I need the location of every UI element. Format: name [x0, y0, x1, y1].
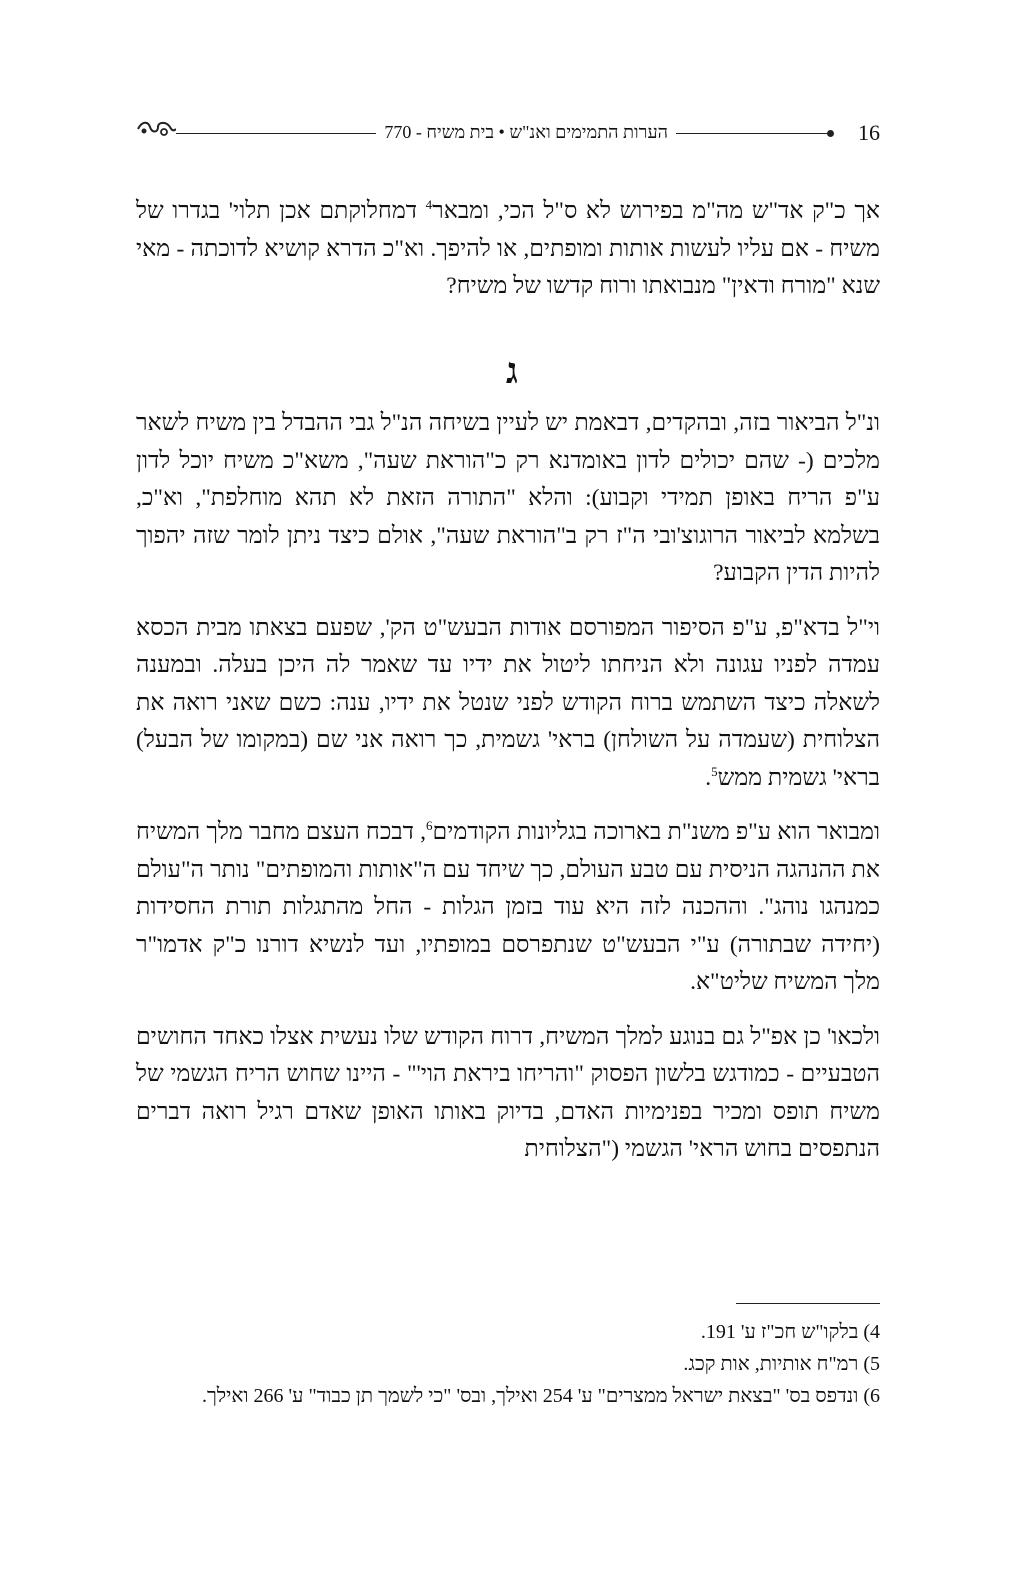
footnotes [136, 1316, 880, 1412]
footnote-ref-4: 4 [425, 197, 433, 213]
footnote-ref-6: 6 [426, 818, 433, 834]
paragraph-2 [136, 610, 880, 798]
footnote-4: 4) בלקו"ש חכ"ז ע' 191. [700, 1321, 880, 1343]
page-number: 16 [858, 120, 880, 145]
paragraph-3-text: ומבואר הוא ע"פ משנ"ת בארוכה בגליונות הקודמים [432, 819, 880, 845]
paragraph-4: ולכאו' כן אפ"ל גם בנוגע למלך המשיח, דרוח הקודש שלו נעשית אצלו כאחד החושים הטבעיים - כמודגש בלשון הפסוק "והריחו ביראת הוי'" - היינו שחוש הריח הגשמי של משיח תופס ומכיר בפנימיות האדם, בדיוק באותו האופן שאדם רגיל רואה דברים הנתפסים בחוש הראי' הגשמי ("הצלוחית [136, 1023, 880, 1162]
running-title: הערות התמימים ואנ"ש • בית משיח - 770 [376, 122, 676, 143]
paragraph-2-text: וי"ל בדא"פ, ע"פ הסיפור המפורסם אודות הבעש"ט הק', שפעם בצאתו מבית הכסא עמדה לפניו עגונה ולא הניחתו ליטול את ידיו עד שאמר לה היכן בעלה. ובמענה לשאלה כיצד השתמש ברוח הקודש לפני שנטל את ידיו, ענה: כשם שאני רואה את הצלוחית (שעמדה על השולחן) בראי' גשמית, כך רואה אני שם (במקומו של הבעל) בראי' גשמית ממש [136, 614, 880, 791]
footnote-divider [736, 1303, 880, 1304]
footnote-5: 5) רמ"ח אותיות, אות קכג. [683, 1353, 880, 1375]
paragraph-2-end: . [705, 764, 712, 791]
section-heading: ג [506, 351, 518, 391]
footnote-ref-5: 5 [711, 763, 718, 779]
paragraph-1: ונ"ל הביאור בזה, ובהקדים, דבאמת יש לעיין בשיחה הנ"ל גבי ההבדל בין משיח לשאר מלכים (- שהם יכולים לדון באומדנא רק כ"הוראת שעה", משא"כ משיח יוכל לדון ע"פ הריח באופן תמידי וקבוע): והלא "התורה הזאת לא תהא מוחלפת", וא"כ, בשלמא לביאור הרוגוצ'ובי ה"ז רק ב"הוראת שעה", אולם כיצד ניתן לומר שזה יהפוך להיות הדין הקבוע? [136, 410, 880, 586]
footnote-6: 6) ונדפס בס' "בצאת ישראל ממצרים" ע' 254 ואילך, ובס' "כי לשמך תן כבוד" ע' 266 ואילך. [201, 1385, 880, 1407]
paragraph-3 [136, 814, 880, 1002]
intro-text: אך כ"ק אד"ש מה"מ בפירוש לא ס"ל הכי, ומבאר [432, 198, 880, 224]
running-header [136, 120, 880, 150]
intro-text-rest: דמחלוקתם אכן תלוי' בגדרו של משיח - אם עליו לעשות אותות ומופתים, או להיפך. וא"כ הדרא קושיא לדוכתה - מאי שנא "מורח ודאין" מנבואתו ורוח קדשו של משיח? [136, 198, 880, 299]
intro-block [136, 193, 880, 320]
header-ornament-icon [136, 117, 176, 141]
paragraph-3-rest: , דבכח העצם מחבר מלך המשיח את ההנהגה הניסית עם טבע העולם, כך שיחד עם ה"אותות והמופתים" נותר ה"עולם כמנהגו נוהג". וההכנה לזה היא עוד בזמן הגלות - החל מהתגלות תורת החסידות (יחידה שבתורה) ע"י הבעש"ט שנתפרסם במופתיו, ועד לנשיא דורנו כ"ק אדמו"ר מלך המשיח שליט"א. [136, 819, 880, 995]
main-body [136, 405, 880, 1186]
intro-paragraph [136, 193, 880, 306]
